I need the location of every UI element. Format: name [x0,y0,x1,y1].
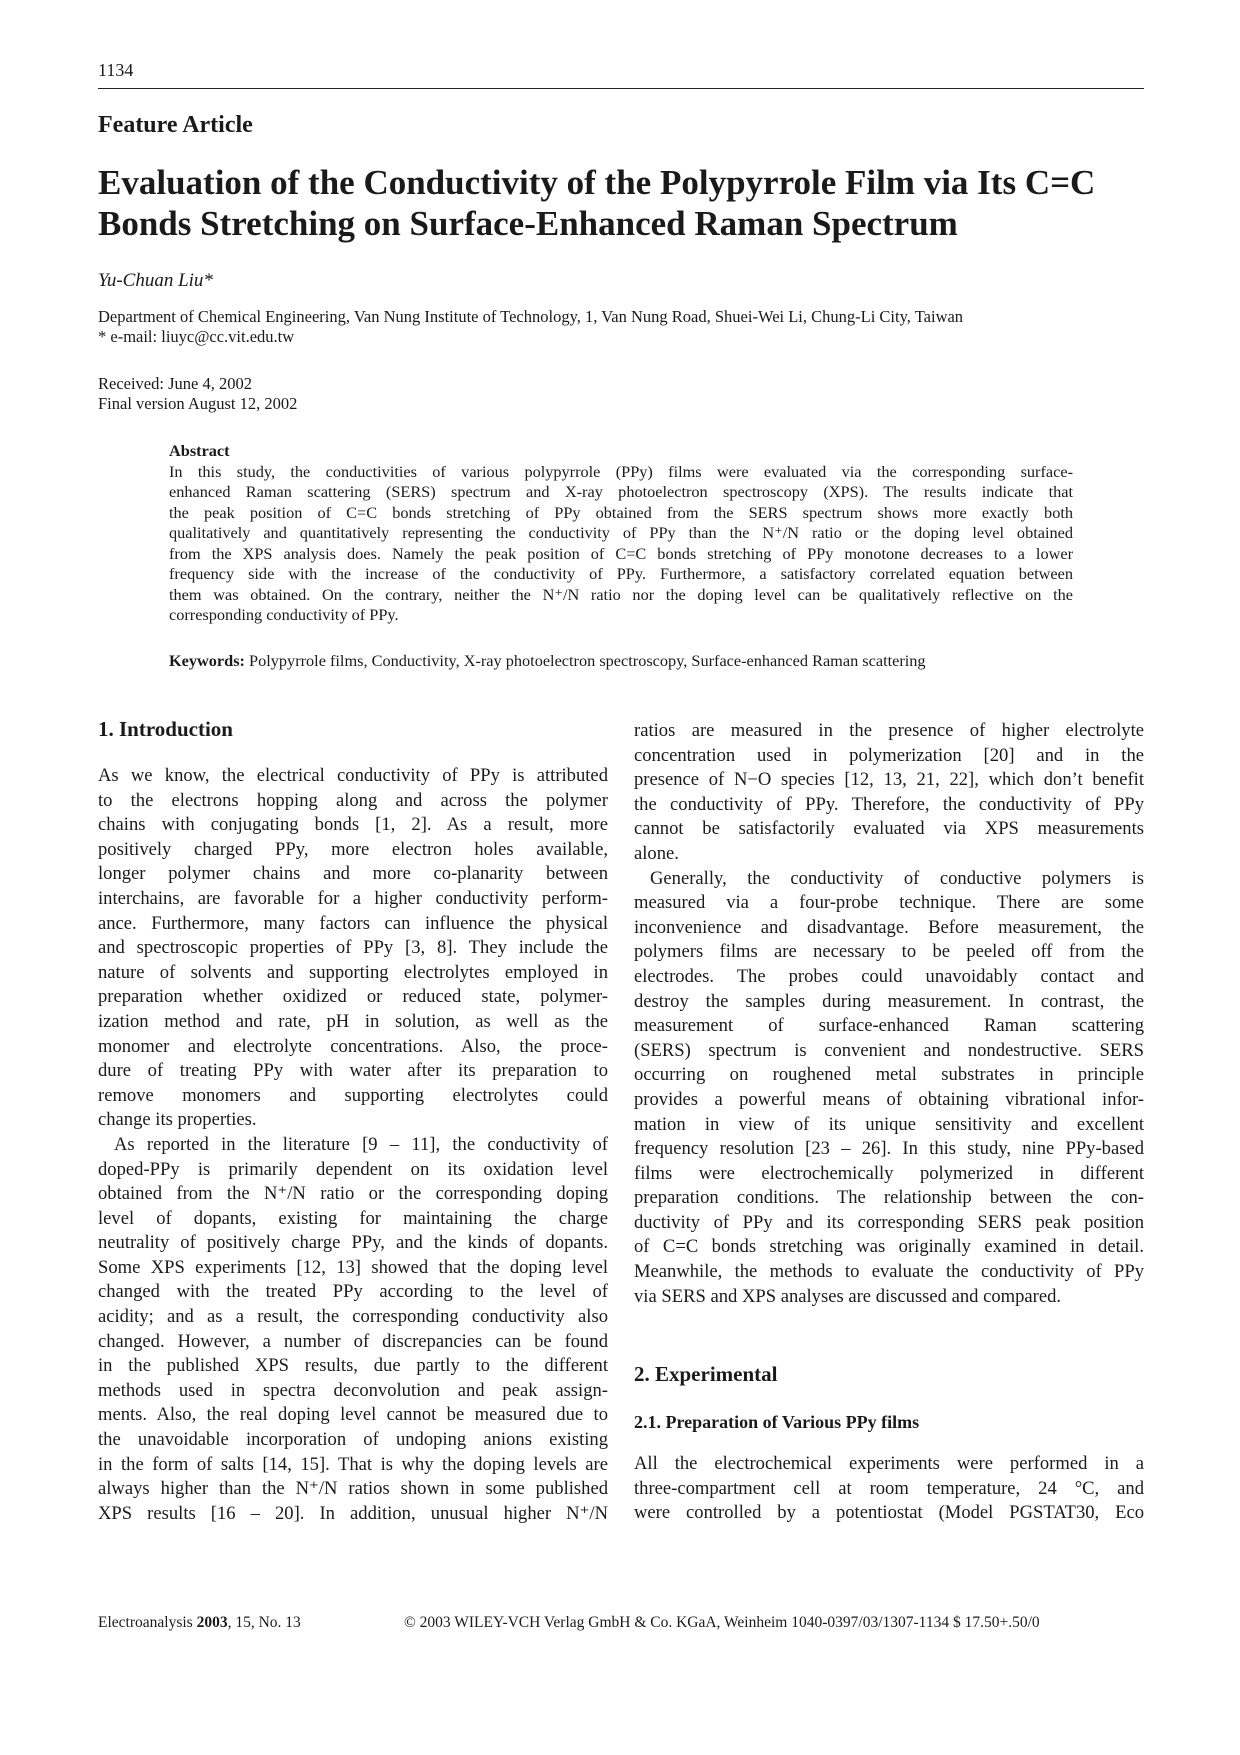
affiliation-line: Department of Chemical Engineering, Van Nung Institute of Technology, 1, Van Nung Road, Shuei-Wei Li, Chung-Li City, Taiwan [98,307,964,326]
article-type: Feature Article [98,112,253,138]
right-column-text [634,719,1144,1309]
journal-citation [98,1614,301,1632]
abstract-line: them was obtained. On the contrary, neither the N⁺/N ratio nor the doping level can be qualitatively reflective on the [169,584,1073,604]
body-line: via SERS and XPS analyses are discussed and compared. [634,1285,1062,1307]
abstract-line: enhanced Raman scattering (SERS) spectrum and X-ray photoelectron spectroscopy (XPS). The results indicate that [169,482,1073,501]
body-line: monomer and electrolyte concentrations. Also, the proce- [98,1035,608,1057]
keywords-label: Keywords: [169,651,245,670]
body-line: inconvenience and disadvantage. Before measurement, the [634,916,1144,938]
body-line: in the form of salts [14, 15]. That is why the doping levels are [98,1453,608,1475]
body-line: preparation whether oxidized or reduced state, polymer- [98,986,608,1008]
section-heading-introduction: 1. Introduction [98,717,233,741]
body-line: dure of treating PPy with water after its preparation to [98,1060,608,1082]
body-line: acidity; and as a result, the corresponding conductivity also [98,1306,608,1328]
body-line: longer polymer chains and more co-planarity between [98,863,608,885]
left-column-text [98,764,608,1526]
body-line: chains with conjugating bonds [1, 2]. As a result, more [98,814,608,836]
subsection-heading: 2.1. Preparation of Various PPy films [634,1412,920,1432]
right-column-text-2 [634,1452,1144,1526]
received-date: Received: June 4, 2002 [98,374,252,393]
body-line: All the electrochemical experiments were performed in a [634,1453,1144,1474]
body-line: doped-PPy is primarily dependent on its oxidation level [98,1158,608,1180]
copyright-notice: © 2003 WILEY-VCH Verlag GmbH & Co. KGaA, Weinheim 1040-0397/03/1307-1134 $ 17.50+.50/0 [404,1614,1040,1631]
abstract-line: frequency side with the increase of the conductivity of PPy. Furthermore, a satisfactory correlated equation between [169,564,1073,583]
body-line: were controlled by a potentiostat (Model PGSTAT30, Eco [634,1502,1144,1524]
body-line: destroy the samples during measurement. In contrast, the [634,990,1144,1012]
body-line: level of dopants, existing for maintaining the charge [98,1207,608,1229]
body-line: cannot be satisfactorily evaluated via XPS measurements [634,818,1144,840]
body-line: ments. Also, the real doping level cannot be measured due to [98,1404,608,1426]
body-line: in the published XPS results, due partly to the different [98,1355,608,1377]
body-line: of C=C bonds stretching was originally examined in detail. [634,1236,1144,1258]
body-line: frequency resolution [23 – 26]. In this study, nine PPy-based [634,1138,1144,1160]
body-line: concentration used in polymerization [20] and in the [634,744,1144,766]
abstract-line: In this study, the conductivities of various polypyrrole (PPy) films were evaluated via the corresponding surface- [169,461,1073,481]
body-line: neutrality of positively charge PPy, and the kinds of dopants. [98,1232,608,1254]
abstract-heading: Abstract [169,441,230,460]
final-version-date: Final version August 12, 2002 [98,394,298,413]
article-title [98,162,1148,244]
dates [98,374,297,414]
body-line: change its properties. [98,1109,257,1131]
body-line: obtained from the N⁺/N ratio or the corresponding doping [98,1183,608,1205]
body-line: nature of solvents and supporting electrolytes employed in [98,961,608,983]
body-line: XPS results [16 – 20]. In addition, unusual higher N⁺/N [98,1502,608,1524]
body-line: ance. Furthermore, many factors can influence the physical [98,912,608,934]
body-line: polymers films are necessary to be peeled off from the [634,941,1144,963]
body-line: remove monomers and supporting electrolytes could [98,1084,608,1106]
body-line: mation in view of its unique sensitivity and excellent [634,1113,1144,1135]
body-line: ization method and rate, pH in solution, as well as the [98,1010,608,1032]
section-heading-experimental: 2. Experimental [634,1362,778,1386]
body-line: alone. [634,842,679,864]
body-line: measurement of surface-enhanced Raman scattering [634,1015,1144,1037]
journal-name: Electroanalysis [98,1614,197,1631]
body-line: the unavoidable incorporation of undoping anions existing [98,1429,608,1451]
body-line: electrodes. The probes could unavoidably contact and [634,965,1144,987]
body-line: and spectroscopic properties of PPy [3, 8]. They include the [98,937,608,959]
affiliation [98,307,1148,347]
title-line: Bonds Stretching on Surface-Enhanced Raman Spectrum [98,204,958,243]
body-line: changed. However, a number of discrepancies can be found [98,1330,608,1352]
body-line: presence of N−O species [12, 13, 21, 22], which don’t benefit [634,769,1144,791]
body-line: films were electrochemically polymerized in different [634,1162,1144,1184]
abstract-line: qualitatively and quantitatively representing the conductivity of PPy than the N⁺/N ratio or the doping level obtained [169,523,1073,542]
body-line: occurring on roughened metal substrates in principle [634,1064,1144,1086]
journal-year: 2003 [196,1614,228,1631]
body-line: ductivity of PPy and its corresponding SERS peak position [634,1211,1144,1233]
body-line: preparation conditions. The relationship between the con- [634,1187,1144,1209]
body-line: As we know, the electrical conductivity of PPy is attributed [98,765,608,786]
body-line: the conductivity of PPy. Therefore, the conductivity of PPy [634,793,1144,815]
body-line: Some XPS experiments [12, 13] showed that the doping level [98,1256,608,1278]
abstract-line: the peak position of C=C bonds stretching of PPy obtained from the SERS spectrum shows more exactly both [169,502,1073,522]
header-rule [98,88,1144,89]
body-line: always higher than the N⁺/N ratios shown in some published [98,1478,608,1500]
body-line: (SERS) spectrum is convenient and nondestructive. SERS [634,1039,1144,1061]
body-line: interchains, are favorable for a higher conductivity perform- [98,887,608,909]
body-line: Generally, the conductivity of conductive polymers is [650,867,1144,889]
body-line: to the electrons hopping along and across the polymer [98,789,608,811]
body-line: methods used in spectra deconvolution and peak assign- [98,1379,608,1401]
abstract [169,441,1073,626]
page-number: 1134 [98,60,134,80]
body-line: As reported in the literature [9 – 11], the conductivity of [114,1133,608,1155]
body-line: measured via a four-probe technique. There are some [634,892,1144,914]
abstract-line: from the XPS analysis does. Namely the peak position of C=C bonds stretching of PPy monotone decreases to a lower [169,543,1073,563]
body-line: provides a powerful means of obtaining vibrational infor- [634,1088,1144,1110]
abstract-line: corresponding conductivity of PPy. [169,605,399,624]
keywords [169,651,926,671]
body-line: ratios are measured in the presence of higher electrolyte [634,720,1144,741]
body-line: Meanwhile, the methods to evaluate the conductivity of PPy [634,1261,1144,1283]
author-name: Yu-Chuan Liu* [98,270,213,291]
email-line: * e-mail: liuyc@cc.vit.edu.tw [98,327,295,346]
keywords-text: Polypyrrole films, Conductivity, X-ray photoelectron spectroscopy, Surface-enhanced Raman scattering [249,651,926,670]
body-line: changed with the treated PPy according to the level of [98,1281,608,1303]
body-line: positively charged PPy, more electron holes available, [98,838,608,860]
title-line: Evaluation of the Conductivity of the Polypyrrole Film via Its C=C [98,163,1096,202]
body-line: three-compartment cell at room temperature, 24 °C, and [634,1477,1144,1499]
journal-volume: , 15, No. 13 [227,1614,301,1631]
